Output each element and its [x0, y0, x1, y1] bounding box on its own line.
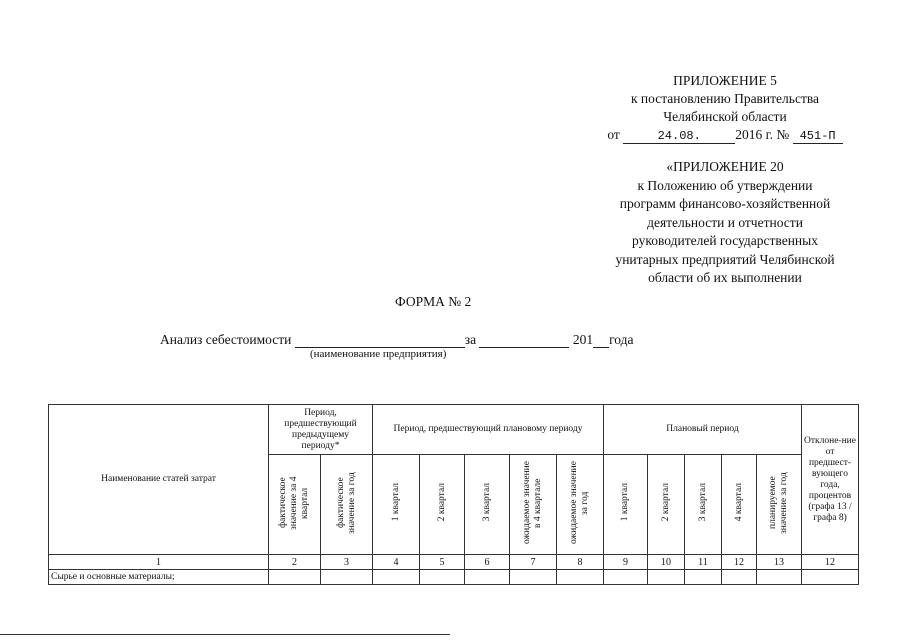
year-label: 201 [572, 332, 594, 347]
col-number: 12 [722, 555, 757, 570]
col-number: 13 [757, 555, 802, 570]
from-label: от [607, 127, 620, 142]
subheader-cell: 3 квартал [685, 455, 722, 555]
col-number: 7 [510, 555, 557, 570]
appendix-5-line2: к постановлению Правительства [630, 91, 820, 106]
row-label: Сырье и основные материалы; [49, 570, 269, 585]
table-row [49, 570, 859, 585]
table-cell [685, 570, 722, 585]
analysis-line [160, 332, 634, 348]
appendix-20-line: руководителей государственных [632, 233, 818, 248]
analysis-label: Анализ себестоимости [160, 332, 292, 347]
enterprise-name-caption: (наименование предприятия) [310, 348, 447, 360]
subheader-cell: 1 квартал [604, 455, 648, 555]
subheader-cell: ожидаемое значение в 4 квартале [510, 455, 557, 555]
appendix-20-line: к Положению об утверждении [637, 177, 813, 193]
subheader-cell: фактическое значение за год [321, 455, 373, 555]
appendix-5-block [585, 72, 865, 144]
column-numbers-row [49, 555, 859, 570]
decree-date: 24.08. [623, 129, 735, 144]
group-prev-prev-header: Период, предшествующий предыдущему периоду* [269, 405, 373, 455]
subheader-cell: 1 квартал [373, 455, 420, 555]
decree-year: 2016 г. [735, 127, 773, 142]
appendix-5-date-line [585, 126, 865, 144]
table-cell [722, 570, 757, 585]
subheader-cell: ожидаемое значение за год [557, 455, 604, 555]
year-blank [593, 333, 609, 348]
table-cell [757, 570, 802, 585]
deviation-header: Отклоне-ние от предшест-вующего года, процентов (графа 13 / графа 8) [802, 405, 859, 555]
col-number: 5 [420, 555, 465, 570]
subheader-cell: 3 квартал [465, 455, 510, 555]
table-cell [557, 570, 604, 585]
table-cell [604, 570, 648, 585]
table-cell [269, 570, 321, 585]
col-name-header: Наименование статей затрат [49, 405, 269, 555]
enterprise-name-blank [295, 333, 465, 348]
appendix-20-line: унитарных предприятий Челябинской [615, 251, 835, 267]
footnote-separator [0, 634, 450, 635]
table-cell [321, 570, 373, 585]
table-cell [420, 570, 465, 585]
appendix-20-line: области об их выполнении [648, 270, 802, 285]
form-title: ФОРМА № 2 [395, 294, 472, 309]
subheader-cell: 2 квартал [648, 455, 685, 555]
col-number: 9 [604, 555, 648, 570]
table-cell [465, 570, 510, 585]
subheader-cell: планируемое значение за год [757, 455, 802, 555]
col-number: 1 [49, 555, 269, 570]
number-label: № [776, 127, 790, 142]
appendix-5-title: ПРИЛОЖЕНИЕ 5 [673, 73, 777, 88]
appendix-5-line3: Челябинской области [663, 109, 787, 124]
for-label: за [464, 332, 477, 347]
subheader-cell: фактическое значение за 4 квартал [269, 455, 321, 555]
decree-number: 451-П [793, 129, 843, 144]
col-number: 8 [557, 555, 604, 570]
col-number: 3 [321, 555, 373, 570]
col-number: 12 [802, 555, 859, 570]
year-word: года [609, 332, 634, 347]
appendix-20-line: «ПРИЛОЖЕНИЕ 20 [666, 159, 784, 174]
table-cell [510, 570, 557, 585]
col-number: 4 [373, 555, 420, 570]
cost-analysis-table [48, 404, 859, 585]
appendix-20-block [575, 158, 875, 288]
group-prev-header: Период, предшествующий плановому периоду [373, 405, 604, 455]
col-number: 2 [269, 555, 321, 570]
table-cell [648, 570, 685, 585]
period-blank [479, 333, 569, 348]
appendix-20-line: программ финансово-хозяйственной [619, 196, 831, 211]
col-number: 6 [465, 555, 510, 570]
appendix-20-line: деятельности и отчетности [647, 214, 803, 230]
subheader-cell: 4 квартал [722, 455, 757, 555]
col-number: 10 [648, 555, 685, 570]
group-plan-header: Плановый период [604, 405, 802, 455]
table-cell [373, 570, 420, 585]
subheader-cell: 2 квартал [420, 455, 465, 555]
table-cell [802, 570, 859, 585]
col-number: 11 [685, 555, 722, 570]
